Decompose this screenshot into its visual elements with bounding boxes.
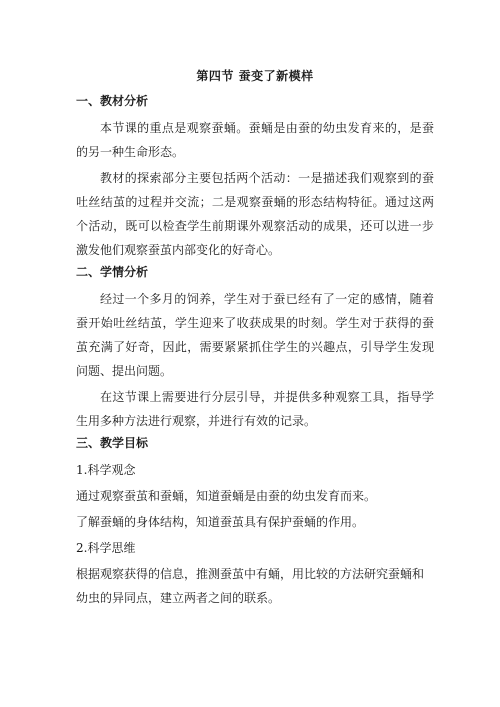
paragraph: 根据观察获得的信息，推测蚕茧中有蛹，用比较的方法研究蚕蛹和幼虫的异同点，建立两者之间的联系。	[76, 567, 425, 605]
text-line: 通过观察蚕茧和蚕蛹，知道蚕蛹是由蚕的幼虫发育而来。	[76, 489, 377, 503]
subheading-science-concept: 1.科学观念	[76, 463, 136, 477]
text-line: 了解蚕蛹的身体结构，知道蚕茧具有保护蚕蛹的作用。	[76, 515, 365, 529]
paragraph: 在这节课上需要进行分层引导，并提供多种观察工具，指导学生用多种方法进行观察，并进行有效的记录。	[76, 390, 434, 428]
paragraph: 教材的探索部分主要包括两个活动：一是描述我们观察到的蚕吐丝结茧的过程并交流；二是观察蚕蛹的形态结构特征。通过这两个活动，既可以检查学生前期课外观察活动的成果，还可以进一步激发他们观察蚕茧内部变化的好奇心。	[76, 171, 434, 257]
paragraph: 本节课的重点是观察蚕蛹。蚕蛹是由蚕的幼虫发育来的，是蚕的另一种生命形态。	[76, 121, 434, 159]
subheading-science-thinking: 2.科学思维	[76, 541, 136, 555]
section-heading-student-analysis: 二、学情分析	[76, 265, 149, 279]
paragraph: 经过一个多月的饲养，学生对于蚕已经有了一定的感情，随着蚕开始吐丝结茧，学生迎来了收获成果的时刻。学生对于获得的蚕茧充满了好奇，因此，需要紧紧抓住学生的兴趣点，引导学生发现问题、提出问题。	[76, 292, 434, 378]
section-heading-textbook-analysis: 一、教材分析	[76, 94, 149, 108]
section-heading-teaching-goals: 三、教学目标	[76, 436, 149, 450]
document-title: 第四节 蚕变了新模样	[196, 69, 314, 83]
